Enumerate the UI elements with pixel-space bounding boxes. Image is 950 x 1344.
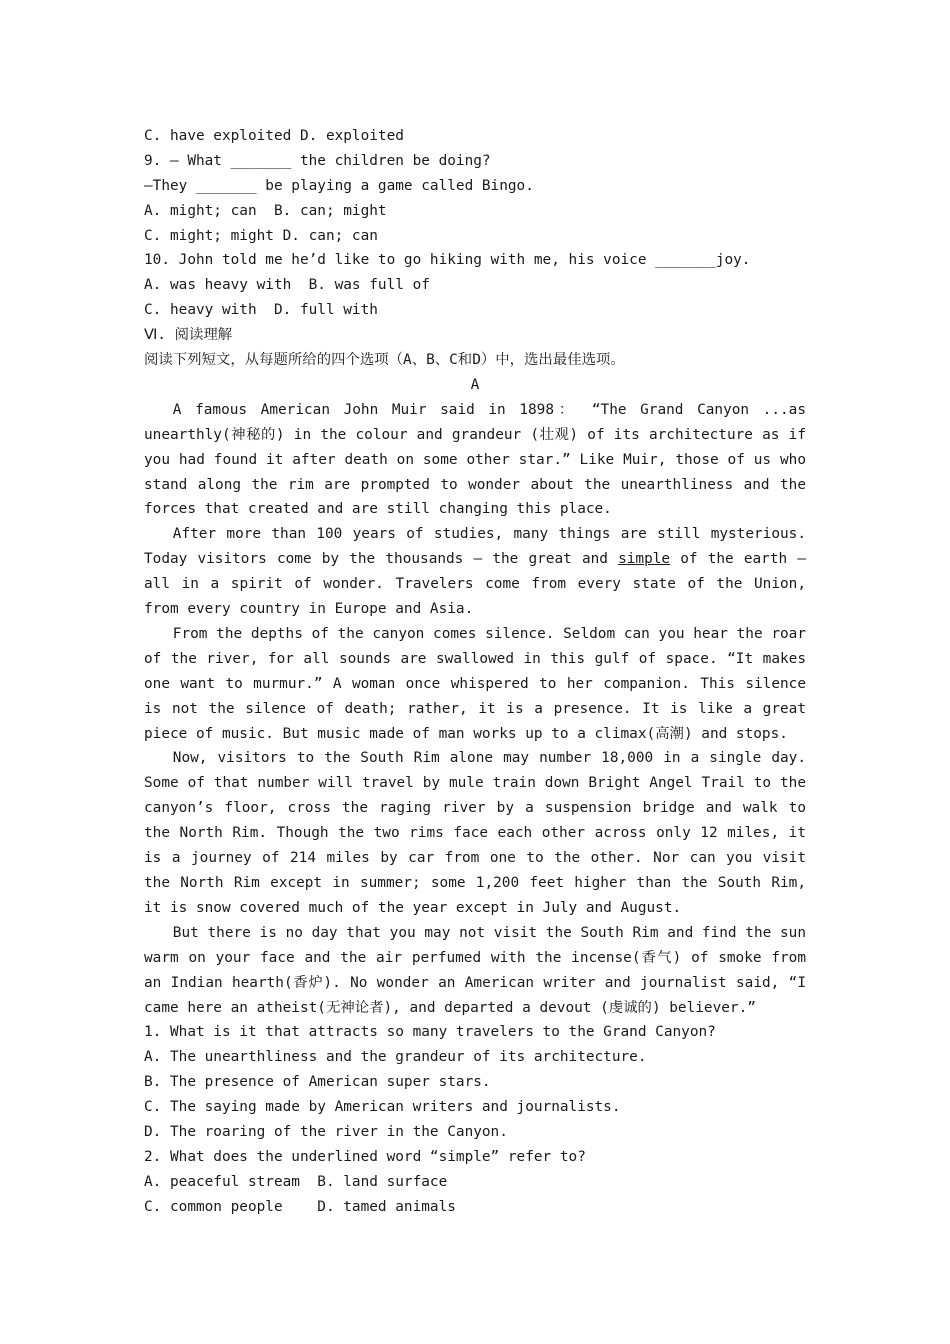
q9-options-cd: C. might; might D. can; can (144, 227, 378, 244)
passage-paragraph-4: Now, visitors to the South Rim alone may number 18,000 in a single day. Some of that number will travel by mule train down Bright Angel Trail to the canyon’s floor, cross the raging river by a suspension bridge and walk to the North Rim. Though the two rims face each other across only 12 miles, it is a journey of 214 miles by car from one to the other. Nor can you visit the North Rim except in summer; some 1,200 feet higher than the South Rim, it is snow covered much of the year except in July and August. (144, 750, 806, 916)
q1-option-c: C. The saying made by American writers and journalists. (144, 1099, 621, 1116)
underlined-word-simple: simple (618, 551, 671, 568)
q8-options-cd: C. have exploited D. exploited (144, 128, 404, 144)
q2-options-cd: C. common people D. tamed animals (144, 1198, 456, 1215)
passage-label: A (470, 376, 480, 393)
passage-paragraph-2 (144, 522, 806, 622)
passage-paragraph-1: A famous American John Muir said in 1898： “The Grand Canyon ...as unearthly(神秘的) in the colour and grandeur (壮观) of its architecture as if you had found it after death on some other star.” Like Muir, those of us who stand along the rim are prompted to wonder about the unearthliness and the forces that created and are still changing this place. (144, 401, 806, 518)
section-instruction: 阅读下列短文，从每题所给的四个选项（A、B、C和D）中，选出最佳选项。 (144, 352, 625, 369)
q10-options-ab: A. was heavy with B. was full of (144, 277, 430, 294)
q1-option-b: B. The presence of American super stars. (144, 1074, 491, 1091)
q10-stem: 10. John told me he’d like to go hiking with me, his voice _______joy. (144, 252, 751, 269)
passage-paragraph-3: From the depths of the canyon comes silence. Seldom can you hear the roar of the river, for all sounds are swallowed in this gulf of space. “It makes one want to murmur.” A woman once whispered to her companion. This silence is not the silence of death; rather, it is a presence. It is like a great piece of music. But music made of man works up to a climax(高潮) and stops. (144, 625, 806, 742)
q2-options-ab: A. peaceful stream B. land surface (144, 1173, 448, 1190)
p2-text-after: of the earth — all in a spirit of wonder. Travelers come from every state of the Union, from every country in Europe and Asia. (144, 551, 806, 618)
q9-stem: 9. — What _______ the children be doing? (144, 152, 491, 169)
q1-stem: 1. What is it that attracts so many travelers to the Grand Canyon? (144, 1024, 716, 1041)
document-page (144, 124, 806, 1220)
p2-text-before: After more than 100 years of studies, many things are still mysterious. Today visitors come by the thousands — the great and (144, 526, 806, 568)
passage-paragraph-5: But there is no day that you may not visit the South Rim and find the sun warm on your face and the air perfumed with the incense(香气) of smoke from an Indian hearth(香炉). No wonder an American writer and journalist said, “I came here an atheist(无神论者), and departed a devout (虔诚的) believer.” (144, 924, 806, 1016)
q10-options-cd: C. heavy with D. full with (144, 302, 378, 319)
section-heading: Ⅵ. 阅读理解 (144, 327, 233, 344)
q1-option-a: A. The unearthliness and the grandeur of its architecture. (144, 1049, 647, 1066)
q9-answer-line: —They _______ be playing a game called Bingo. (144, 177, 534, 194)
q1-option-d: D. The roaring of the river in the Canyon. (144, 1124, 508, 1141)
q2-stem: 2. What does the underlined word “simple” refer to? (144, 1148, 586, 1165)
q9-options-ab: A. might; can B. can; might (144, 202, 387, 219)
